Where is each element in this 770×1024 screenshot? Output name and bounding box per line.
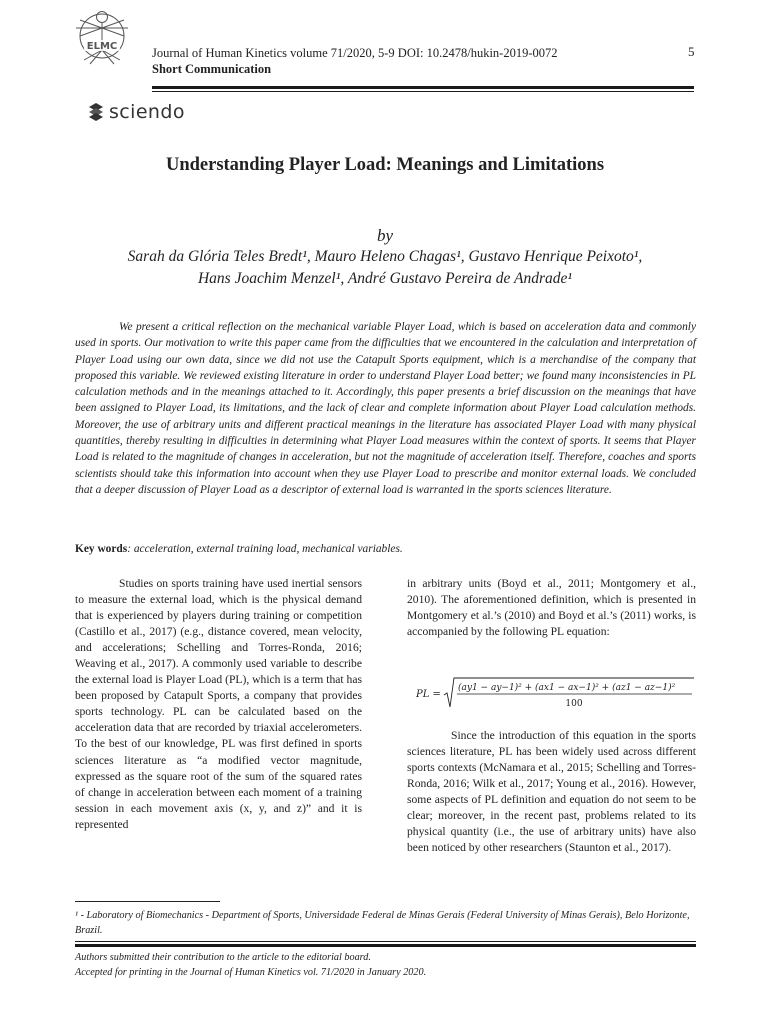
equation-numerator: (ay1 − ay−1)² + (ax1 − ax−1)² + (az1 − az−1)² xyxy=(458,683,676,693)
authors-line-1: Sarah da Glória Teles Bredt¹, Mauro Heleno Chagas¹, Gustavo Henrique Peixoto¹, xyxy=(127,248,643,265)
by-line: by xyxy=(376,226,394,245)
abstract: We present a critical reflection on the mechanical variable Player Load, which is based on acceleration data and commonly used in sports. Our motivation to write this paper came from the difficulties that we encountered in the calculation and interpretation of Player Load using our own data, since we did not use the Catapult Sports equipment, which is a merchandise of the company that proposed this variable. We reviewed existing literature in order to understand Player Load better; we found many inconsistencies in PL calculation methods and in the meanings attached to it. Accordingly, this paper presents a brief discussion on the meanings that have been assigned to Player Load, its limitations, and the lack of clear and complete information about Player Load calculation methods. Moreover, the use of arbitrary units and different practical meanings in the literature has associated Player Load with many physical quantities, thereby resulting in difficulties in determining what Player Load measures within the context of sports. It seems that Player Load is related to the magnitude of changes in acceleration, but not the magnitude of acceleration itself. Therefore, coaches and sports scientists should take this information into account when they use Player Load to prescribe and monitor external loads. We concluded that a deeper discussion of Player Load as a descriptor of external load is warranted in the sports sciences literature. xyxy=(75,321,696,496)
equation-lhs: PL = xyxy=(416,689,441,700)
publisher-name: sciendo xyxy=(109,101,185,123)
page-number: 5 xyxy=(688,44,695,59)
keywords-text: : acceleration, external training load, mechanical variables. xyxy=(127,543,403,555)
header-rule-thick xyxy=(152,86,694,89)
journal-citation: Journal of Human Kinetics volume 71/2020, 5-9 DOI: 10.2478/hukin-2019-0072 xyxy=(152,46,558,60)
author-list xyxy=(60,246,710,290)
journal-logo xyxy=(62,6,142,68)
affiliation-footnote: ¹ - Laboratory of Biomechanics - Department of Sports, Universidade Federal de Minas Gerais (Federal University of Minas Gerais), Belo Horizonte, Brazil. xyxy=(75,910,690,936)
player-load-equation xyxy=(412,676,696,710)
body-right-column-bottom: Since the introduction of this equation in the sports sciences literature, PL has been widely used across different sports contexts (McNamara et al., 2015; Schelling and Torres-Ronda, 2016; Wilk et al., 2017; Young et al., 2016). However, some aspects of PL definition and equation do not seem to be clear; moreover, in the recent past, problems related to its physical quantity (i.e., the use of arbitrary units) have also been noticed by other researchers (Staunton et al., 2017). xyxy=(407,729,696,855)
accepted-line: Accepted for printing in the Journal of Human Kinetics vol. 71/2020 in January 2020. xyxy=(75,966,427,978)
footnote-rule xyxy=(75,901,220,902)
svg-text:ELMC: ELMC xyxy=(86,41,118,52)
article-type: Short Communication xyxy=(152,62,272,76)
publisher-mark-icon xyxy=(86,101,106,123)
article-title: Understanding Player Load: Meanings and Limitations xyxy=(165,155,605,175)
submission-note xyxy=(75,951,426,980)
authors-line-2: Hans Joachim Menzel¹, André Gustavo Pereira de Andrade¹ xyxy=(197,270,573,287)
footer-rule-thick xyxy=(75,944,696,947)
footer-rule-thin xyxy=(75,941,696,942)
keywords xyxy=(75,543,696,555)
equation-denominator: 100 xyxy=(565,699,583,709)
publisher-logo xyxy=(86,101,185,123)
body-right-column-top: in arbitrary units (Boyd et al., 2011; Montgomery et al., 2010). The aforementioned definition, which is presented in Montgomery et al.’s (2010) and Boyd et al.’s (2011) works, is accompanied by the following PL equation: xyxy=(407,577,696,639)
body-left-column: Studies on sports training have used inertial sensors to measure the external load, which is the physical demand that is experienced by players during training or competition (Castillo et al., 2017) (e.g., distance covered, mean velocity, and accelerations; Schelling and Torres-Ronda, 2016; Weaving et al., 2017). A commonly used variable to describe the external load is Player Load (PL), which is a term that has been proposed by Catapult Sports, a company that provides sports technology. PL can be calculated based on the acceleration data that are recorded by triaxial accelerometers. To the best of our knowledge, PL was first defined in sports sciences literature as “a modified vector magnitude, expressed as the square root of the sum of the squared rates of change in acceleration between each moment of a training session in each movement axis (x, y, and z)” and it is represented xyxy=(75,577,362,831)
header-rule-thin xyxy=(152,91,694,92)
keywords-label: Key words xyxy=(75,543,128,555)
submitted-line: Authors submitted their contribution to the article to the editorial board. xyxy=(75,952,371,963)
